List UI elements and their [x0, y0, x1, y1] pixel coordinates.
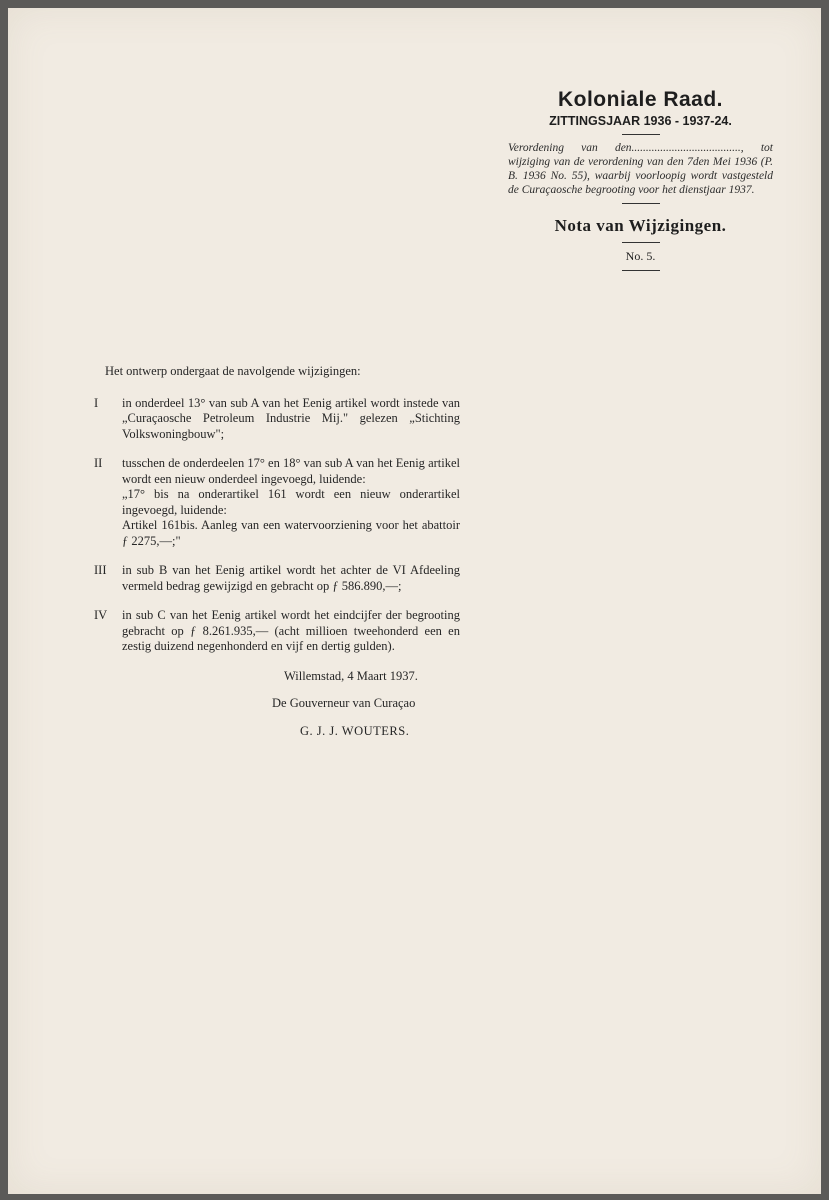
item-text: in sub C van het Eenig artikel wordt het eindcijfer der begrooting gebracht op ƒ 8.261.935,— (acht millioen tweehonderd een en zestig duizend negenhonderd en vijf en dertig gulden). — [122, 608, 460, 653]
session-year: ZITTINGSJAAR 1936 - 1937-24. — [549, 114, 732, 128]
document-page — [8, 8, 821, 1194]
item-text: in onderdeel 13° van sub A van het Eenig artikel wordt instede van „Curaçaosche Petroleum Industrie Mij." gelezen „Stichting Volkswoningbouw"; — [122, 395, 460, 441]
item-numeral: IV — [94, 608, 108, 622]
item-numeral: II — [94, 456, 103, 470]
divider — [622, 134, 660, 135]
item-text: in sub B van het Eenig artikel wordt het achter de VI Afdeeling vermeld bedrag gewijzigd en gebracht op ƒ 586.890,—; — [122, 563, 460, 593]
item-text: Artikel 161bis. Aanleg van een watervoorziening voor het abattoir ƒ 2275,—;" — [122, 518, 460, 548]
divider — [622, 270, 660, 271]
document-header — [498, 88, 783, 277]
place-date: Willemstad, 4 Maart 1937. — [284, 668, 418, 683]
item-text: tusschen de onderdeelen 17° en 18° van sub A van het Eenig artikel wordt een nieuw onderdeel ingevoegd, luidende: — [122, 456, 460, 486]
divider — [622, 242, 660, 243]
amendment-item — [94, 396, 460, 443]
signature-name: G. J. J. WOUTERS. — [300, 723, 410, 738]
item-numeral: III — [94, 563, 107, 577]
intro-text: Het ontwerp ondergaat de navolgende wijzigingen: — [105, 364, 361, 378]
amendments-body — [94, 364, 460, 739]
council-title: Koloniale Raad. — [557, 88, 724, 111]
governor-title: De Gouverneur van Curaçao — [272, 696, 416, 710]
amendment-item — [94, 608, 460, 655]
note-number: No. 5. — [625, 249, 656, 263]
notes-title: Nota van Wijzigingen. — [554, 216, 727, 235]
divider — [622, 203, 660, 204]
amendment-item — [94, 563, 460, 594]
ordinance-description: Verordening van den......................................, tot wijziging van de verordening van den 7den Mei 1936 (P. B. 1936 No. 55), waarbij voorloopig wordt vastgesteld de Curaçaosche begrooting voor het dienstjaar 1937. — [508, 142, 773, 196]
amendment-item — [94, 456, 460, 549]
item-numeral: I — [94, 395, 99, 410]
item-text: „17° bis na onderartikel 161 wordt een nieuw onderartikel ingevoegd, luidende: — [122, 487, 460, 517]
